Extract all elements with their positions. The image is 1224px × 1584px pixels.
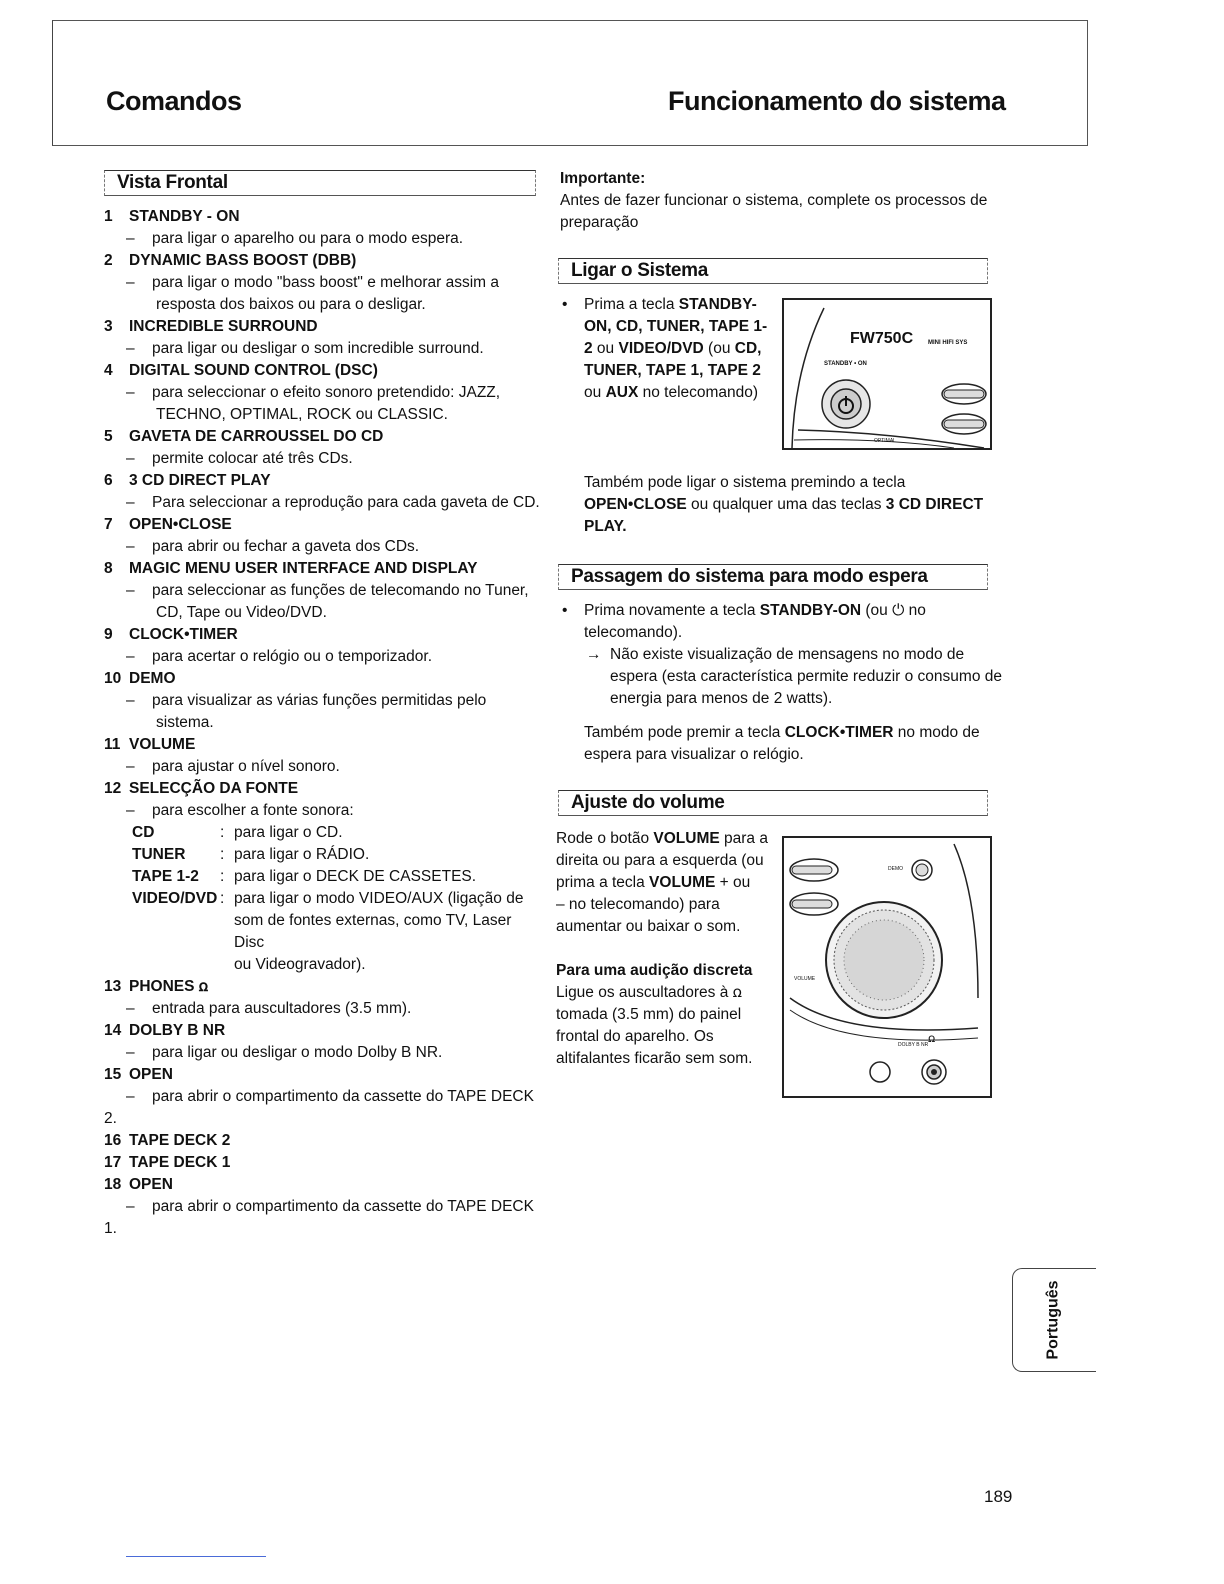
item-desc: para ligar o aparelho ou para o modo espera. [152, 230, 464, 247]
text-line [556, 1004, 776, 1026]
important-line: Antes de fazer funcionar o sistema, complete os processos de [560, 192, 988, 209]
text-line [556, 828, 776, 850]
item-desc: para seleccionar as funções de telecomando no Tuner, [152, 582, 529, 599]
text-line [584, 744, 1004, 766]
text-line [562, 316, 784, 338]
bullet-icon: • [562, 296, 568, 313]
item-number: 1 [104, 208, 113, 225]
source-desc: para ligar o modo VIDEO/AUX (ligação de [234, 890, 524, 907]
control-item [104, 206, 544, 228]
section-ajuste-volume [558, 790, 988, 816]
item-number: 17 [104, 1154, 122, 1171]
item-number: 11 [104, 736, 121, 753]
sec1-bullet [562, 294, 784, 404]
volume-instructions [556, 828, 776, 938]
dash-marker: – [126, 802, 135, 819]
text-seg: STANDBY- [678, 296, 757, 313]
text-line [556, 850, 776, 872]
source-key: TAPE 1-2 [132, 868, 199, 885]
source-row [132, 910, 544, 954]
demo-label: DEMO [888, 866, 903, 872]
source-desc: som de fontes externas, como TV, Laser Disc [234, 912, 512, 951]
text-seg: Prima novamente a tecla [584, 602, 760, 619]
item-desc: para acertar o relógio ou o temporizador. [152, 648, 433, 665]
item-title: MAGIC MENU USER INTERFACE AND DISPLAY [129, 560, 478, 577]
item-number: 2 [104, 252, 113, 269]
source-key: VIDEO/DVD [132, 890, 218, 907]
control-item [104, 1064, 544, 1086]
text-seg: CD, [734, 340, 762, 357]
source-desc: para ligar o CD. [234, 824, 343, 841]
text-seg: CLOCK•TIMER [784, 724, 894, 741]
source-key: CD [132, 824, 155, 841]
text-line [562, 600, 992, 622]
dolby-button [870, 1062, 890, 1082]
item-number: 10 [104, 670, 122, 687]
item-desc: para ligar ou desligar o modo Dolby B NR. [152, 1044, 443, 1061]
standby-panel-drawing [784, 300, 990, 448]
item-number: 4 [104, 362, 113, 379]
control-item [104, 1152, 544, 1174]
model-sub: MINI HIFI SYS [928, 340, 968, 346]
text-seg: no modo de [893, 724, 980, 741]
discreet-text [556, 982, 776, 1070]
headphones-icon: ꭥ [198, 978, 209, 995]
dash-marker: – [126, 692, 135, 709]
dash-marker: – [126, 494, 135, 511]
source-key: TUNER [132, 846, 186, 863]
control-item [104, 514, 544, 536]
discreet-title: Para uma audição discreta [556, 962, 753, 979]
text-seg: prima a tecla [556, 874, 650, 891]
text-line [556, 916, 776, 938]
text-seg: tomada (3.5 mm) do painel [556, 1006, 742, 1023]
item-title: VOLUME [129, 736, 196, 753]
text-line [562, 622, 992, 644]
source-row: TAPE 1-2 : para ligar o DECK DE CASSETES. [132, 866, 544, 888]
text-seg: (ou [703, 340, 735, 357]
dash-marker: – [126, 648, 135, 665]
dash-marker: – [126, 384, 135, 401]
item-title: DOLBY B NR [129, 1022, 226, 1039]
item-number: 13 [104, 978, 122, 995]
item-title: GAVETA DE CARROUSSEL DO CD [129, 428, 384, 445]
item-desc: permite colocar até três CDs. [152, 450, 353, 467]
text-line [584, 472, 1004, 494]
item-title: STANDBY - ON [129, 208, 240, 225]
language-tab-label-wrap [1012, 1268, 1096, 1372]
text-seg: direita ou para a esquerda (ou [556, 852, 764, 869]
arrow-line: energia para menos de 2 watts). [610, 690, 833, 707]
item-number: 3 [104, 318, 113, 335]
text-seg: Rode o botão [556, 830, 654, 847]
header-right-title: Funcionamento do sistema [668, 86, 1006, 116]
text-seg: 3 CD DIRECT [885, 496, 984, 513]
control-item [104, 976, 544, 998]
important-note [560, 168, 1000, 234]
item-title: DIGITAL SOUND CONTROL (DSC) [129, 362, 378, 379]
arrow-line: espera (esta característica permite reduzir o consumo de [610, 668, 1002, 685]
item-desc: entrada para auscultadores (3.5 mm). [152, 1000, 412, 1017]
controls-list [104, 206, 544, 1240]
item-number: 14 [104, 1022, 122, 1039]
text-seg: PLAY. [584, 518, 627, 535]
volume-panel-drawing [784, 838, 990, 1096]
text-seg: – no telecomando) para [556, 896, 720, 913]
item-number: 16 [104, 1132, 122, 1149]
dash-marker: – [126, 1044, 135, 1061]
item-title: CLOCK•TIMER [129, 626, 238, 643]
dash-marker: – [126, 538, 135, 555]
arrow-icon: → [586, 646, 602, 663]
text-seg: frontal do aparelho. Os [556, 1028, 714, 1045]
section-title: Ligar o Sistema [571, 260, 708, 281]
text-seg: VIDEO/DVD [618, 340, 704, 357]
item-title: OPEN•CLOSE [129, 516, 232, 533]
sec2-paragraph [584, 722, 1004, 766]
source-table [132, 822, 544, 976]
text-seg: no telecomando) [638, 384, 759, 401]
text-seg: STANDBY-ON [759, 602, 862, 619]
dash-marker: – [126, 274, 135, 291]
optimal-label: OPTIMAL [874, 438, 896, 444]
dash-marker: – [126, 1198, 135, 1215]
item-title: TAPE DECK 2 [129, 1132, 231, 1149]
source-desc: para ligar o RÁDIO. [234, 846, 370, 863]
source-desc: ou Videogravador). [234, 956, 366, 973]
item-desc: para abrir o compartimento da cassette do TAPE DECK 2. [104, 1088, 534, 1127]
control-item [104, 734, 544, 756]
source-row: TUNER : para ligar o RÁDIO. [132, 844, 544, 866]
item-number: 7 [104, 516, 113, 533]
text-seg: ou [592, 340, 619, 357]
source-key [132, 910, 220, 954]
text-line [584, 722, 1004, 744]
text-line [556, 982, 776, 1004]
sec1-paragraph [584, 472, 1004, 538]
text-seg: espera para visualizar o relógio. [584, 746, 804, 763]
text-seg: ou qualquer uma das teclas [686, 496, 886, 513]
source-row: CD : para ligar o CD. [132, 822, 544, 844]
control-item [104, 1174, 544, 1196]
item-desc: para abrir ou fechar a gaveta dos CDs. [152, 538, 420, 555]
bullet-icon: • [562, 602, 568, 619]
item-title: DYNAMIC BASS BOOST (DBB) [129, 252, 357, 269]
text-line [584, 494, 1004, 516]
item-title: SELECÇÃO DA FONTE [129, 780, 299, 797]
text-seg: VOLUME [649, 874, 716, 891]
item-number: 18 [104, 1176, 122, 1193]
dash-marker: – [126, 1000, 135, 1017]
dash-marker: – [126, 450, 135, 467]
item-number: 6 [104, 472, 113, 489]
important-label: Importante: [560, 170, 646, 187]
section-vista-frontal [104, 170, 536, 196]
dolby-label: DOLBY B NR [898, 1042, 929, 1048]
figure-volume-panel [782, 836, 992, 1098]
source-desc: para ligar o DECK DE CASSETES. [234, 868, 477, 885]
volume-label: VOLUME [794, 976, 816, 982]
item-title: TAPE DECK 1 [129, 1154, 231, 1171]
item-desc: para seleccionar o efeito sonoro pretendido: JAZZ, [152, 384, 501, 401]
dash-marker: – [126, 758, 135, 775]
text-seg: altifalantes ficarão sem som. [556, 1050, 753, 1067]
text-line [562, 382, 784, 404]
control-item [104, 316, 544, 338]
text-line [556, 1048, 776, 1070]
text-line [556, 1026, 776, 1048]
item-title: INCREDIBLE SURROUND [129, 318, 318, 335]
item-number: 12 [104, 780, 122, 797]
text-seg: aumentar ou baixar o som. [556, 918, 741, 935]
control-item [104, 778, 544, 800]
text-line [584, 516, 1004, 538]
control-item [104, 360, 544, 382]
text-seg: ON, CD, TUNER, TAPE 1- [584, 318, 768, 335]
text-seg: VOLUME [653, 830, 720, 847]
text-line [556, 872, 776, 894]
dash-marker: – [126, 230, 135, 247]
text-seg: (ou ⏻ no [861, 602, 926, 619]
text-line [562, 338, 784, 360]
text-seg: OPEN•CLOSE [584, 496, 687, 513]
page-number: 189 [984, 1487, 1013, 1506]
text-seg: + ou [715, 874, 751, 891]
sec2-bullet [562, 600, 992, 644]
control-item [104, 426, 544, 448]
section-ligar-sistema [558, 258, 988, 284]
section-title: Ajuste do volume [571, 792, 725, 813]
header-box [52, 20, 1088, 146]
source-row: VIDEO/DVD : para ligar o modo VIDEO/AUX (ligação de [132, 888, 544, 910]
item-title: OPEN [129, 1176, 173, 1193]
section-title: Vista Frontal [117, 172, 228, 193]
text-seg: Prima a tecla [584, 296, 679, 313]
item-desc: resposta dos baixos ou para o desligar. [156, 296, 426, 313]
text-seg: 2 [584, 340, 593, 357]
item-number: 15 [104, 1066, 122, 1083]
item-number: 9 [104, 626, 113, 643]
headphones-icon: ꭥ [928, 1031, 936, 1045]
control-item [104, 1020, 544, 1042]
text-line [556, 894, 776, 916]
item-title: 3 CD DIRECT PLAY [129, 472, 271, 489]
standby-label: STANDBY • ON [824, 361, 867, 367]
item-desc: CD, Tape ou Video/DVD. [156, 604, 327, 621]
language-tab-label: Português [1045, 1280, 1062, 1360]
item-desc: para ligar o modo "bass boost" e melhorar assim a [152, 274, 500, 291]
item-desc: sistema. [156, 714, 214, 731]
item-title: DEMO [129, 670, 176, 687]
text-seg: TUNER, TAPE 1, TAPE 2 [584, 362, 761, 379]
item-desc: para ajustar o nível sonoro. [152, 758, 340, 775]
footer-rule [126, 1556, 266, 1557]
control-item [104, 624, 544, 646]
dash-marker: – [126, 340, 135, 357]
important-line: preparação [560, 214, 639, 231]
text-line [562, 360, 784, 382]
text-line [562, 294, 784, 316]
text-seg: telecomando). [584, 624, 683, 641]
section-title: Passagem do sistema para modo espera [571, 566, 928, 587]
item-desc: para visualizar as várias funções permitidas pelo [152, 692, 487, 709]
source-key [132, 954, 220, 976]
item-number: 5 [104, 428, 113, 445]
model-name: FW750C [850, 330, 914, 347]
control-item [104, 470, 544, 492]
control-item [104, 250, 544, 272]
text-seg: Ligue os auscultadores à ꭥ [556, 984, 743, 1001]
text-seg: Também pode premir a tecla [584, 724, 785, 741]
text-seg: ou [584, 384, 606, 401]
header-left-title: Comandos [106, 86, 242, 116]
text-seg: AUX [605, 384, 639, 401]
item-title: PHONES [129, 978, 195, 995]
dash-marker: – [126, 582, 135, 599]
item-desc: para escolher a fonte sonora: [152, 802, 354, 819]
arrow-line: Não existe visualização de mensagens no modo de [610, 646, 965, 663]
text-seg: para a [719, 830, 768, 847]
control-item [104, 668, 544, 690]
item-desc: para abrir o compartimento da cassette do TAPE DECK 1. [104, 1198, 534, 1237]
figure-standby-panel [782, 298, 992, 450]
dash-marker: – [126, 1088, 135, 1105]
item-title: OPEN [129, 1066, 173, 1083]
control-item [104, 558, 544, 580]
control-item [104, 1130, 544, 1152]
item-number: 8 [104, 560, 113, 577]
source-row [132, 954, 544, 976]
item-desc: Para seleccionar a reprodução para cada gaveta de CD. [152, 494, 540, 511]
section-modo-espera [558, 564, 988, 590]
item-desc: para ligar ou desligar o som incredible surround. [152, 340, 484, 357]
item-desc: TECHNO, OPTIMAL, ROCK ou CLASSIC. [156, 406, 448, 423]
sec2-arrow-note [586, 644, 1006, 710]
text-seg: Também pode ligar o sistema premindo a tecla [584, 474, 906, 491]
